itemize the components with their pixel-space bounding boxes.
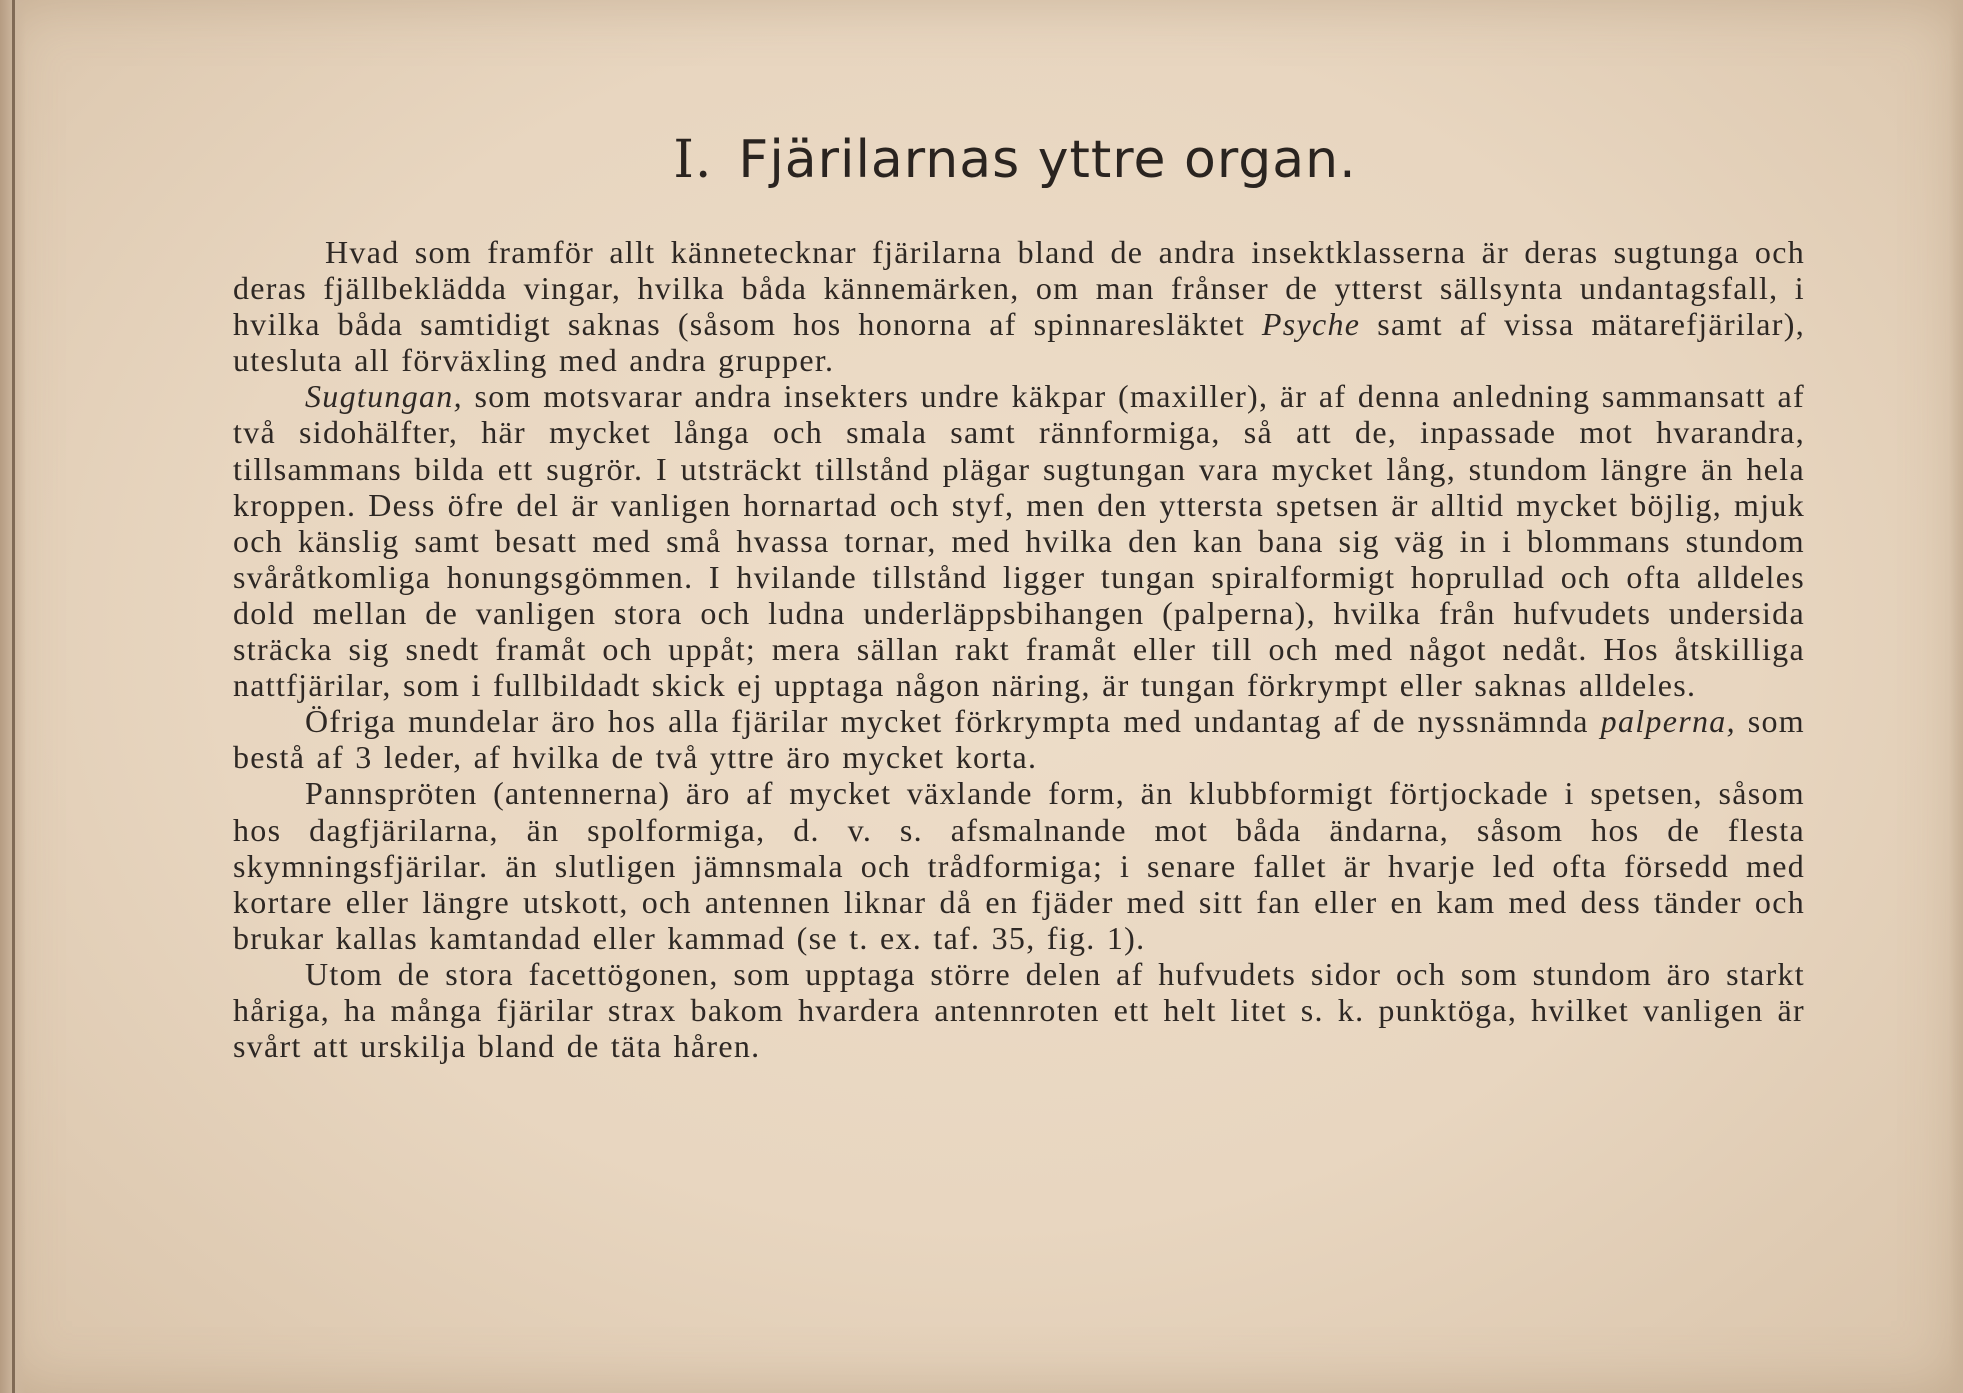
page-edge-shadow (1949, 0, 1963, 1393)
paragraph-text: Utom de stora facettögonen, som upptaga större delen af hufvudets sidor och som stundom äro starkt håriga, ha många fjärilar strax bakom hvardera antennroten ett helt litet s. k. punktöga, hvilket vanligen är svårt att urskilja bland de täta håren. (233, 955, 1805, 1065)
paragraph (233, 703, 1805, 775)
paragraph (233, 378, 1805, 703)
paragraph-text: som bestå af 3 leder, af hvilka de två yttre äro mycket korta. (233, 703, 1805, 776)
chapter-heading (0, 130, 1963, 190)
body-text (233, 234, 1805, 1064)
italic-term: palperna, (1600, 703, 1736, 740)
paragraph-text: Pannspröten (antennerna) äro af mycket växlande form, än klubbformigt förtjockade i spetsen, såsom hos dagfjärilarna, än spolformiga, d. v. s. afsmalnande mot båda ändarna, såsom hos de flesta skymningsfjärilar. än slutligen jämnsmala och trådformiga; i senare fallet är hvarje led ofta försedd med kortare eller längre utskott, och antennen liknar då en fjäder med sitt fan eller en kam med dess tänder och brukar kallas kamtandad eller kammad (se t. ex. taf. 35, fig. 1). (233, 775, 1805, 956)
italic-term: Psyche (1261, 306, 1361, 343)
paragraph-text: Öfriga mundelar äro hos alla fjärilar mycket förkrympta med undantag af de nyssnämnda (305, 703, 1601, 740)
paragraph-text: Hvad som framför allt kännetecknar fjärilarna bland de andra insektklasserna är deras sugtunga och deras fjällbeklädda vingar, hvilka båda kännemärken, om man frånser de ytterst sällsynta undantagsfall, i hvilka båda samtidigt saknas (såsom hos honorna af spinnaresläktet (233, 234, 1805, 343)
paragraph (233, 775, 1805, 955)
paragraph (233, 234, 1805, 378)
paragraph-text: samt af vissa mätarefjärilar), utesluta all förväxling med andra grupper. (233, 306, 1805, 379)
italic-term: Sugtungan, (305, 378, 463, 415)
spine-binding-line (12, 0, 15, 1393)
chapter-title: Fjärilarnas yttre organ. (738, 130, 1357, 190)
paragraph-text: som motsvarar andra insekters undre käkpar (maxiller), är af denna anledning sammansatt af två sidohälfter, här mycket långa och smala samt rännformiga, så att de, inpassade mot hvarandra, tillsammans bilda ett sugrör. I utsträckt tillstånd plägar sugtungan vara mycket lång, stundom längre än hela kroppen. Dess öfre del är vanligen hornartad och styf, men den yttersta spetsen är alltid mycket böjlig, mjuk och känslig samt besatt med små hvassa tornar, med hvilka den kan bana sig väg in i blommans stundom svåråtkomliga honungsgömmen. I hvilande tillstånd ligger tungan spiralformigt hoprullad och ofta alldeles dold mellan de vanligen stora och ludna underläppsbihangen (palperna), hvilka från hufvudets undersida sträcka sig snedt framåt och uppåt; mera sällan rakt framåt eller till och med något nedåt. Hos åtskilliga nattfjärilar, som i fullbildadt skick ej upptaga någon näring, är tungan förkrympt eller saknas alldeles. (233, 378, 1805, 704)
chapter-number: I. (673, 130, 713, 190)
paragraph (233, 956, 1805, 1064)
